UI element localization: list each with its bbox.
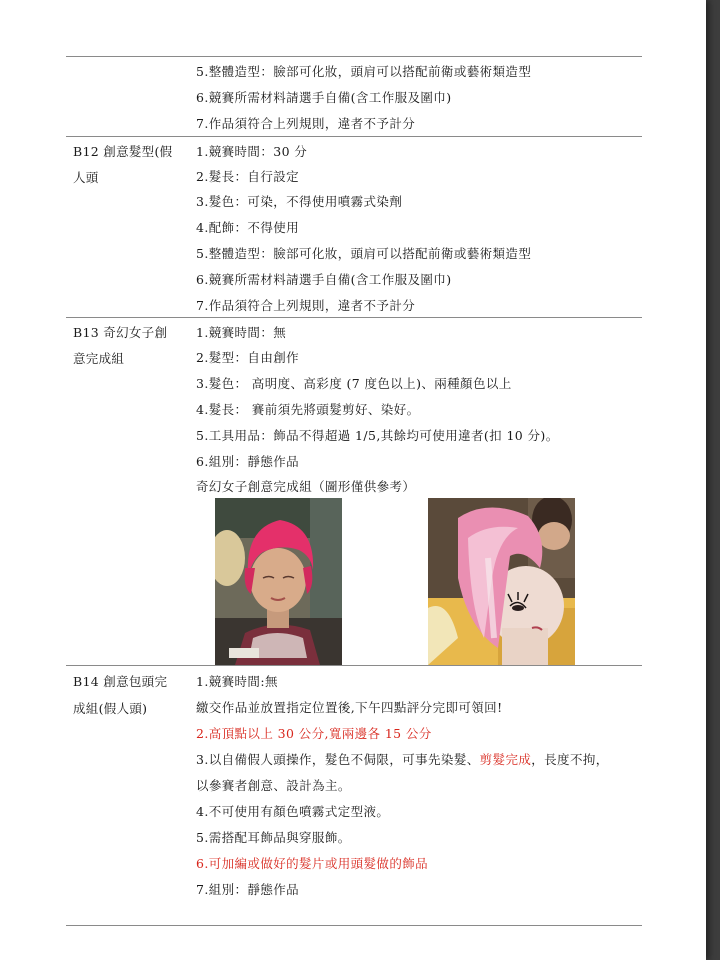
b14-item-3 — [196, 750, 609, 770]
b13-item: 3.髮色： 高明度、高彩度 (7 度色以上)、兩種顏色以上 — [196, 376, 512, 391]
b13-item: 1.競賽時間：無 — [196, 325, 287, 340]
b12-label-line1: B12 創意髮型(假 — [73, 144, 173, 159]
rule-line: 5.整體造型：臉部可化妝，頭肩可以搭配前衛或藝術類造型 — [196, 64, 532, 79]
b13-item: 4.髮長： 賽前須先將頭髮剪好、染好。 — [196, 402, 420, 417]
b12-item: 5.整體造型：臉部可化妝，頭肩可以搭配前衛或藝術類造型 — [196, 246, 532, 261]
b12-item: 7.作品須符合上列規則，違者不予計分 — [196, 298, 416, 313]
table-rule-b14 — [66, 665, 642, 666]
b14-item-6 — [196, 854, 428, 874]
b13-label-line1: B13 奇幻女子創 — [73, 325, 168, 340]
b13-item: 2.髮型：自由創作 — [196, 350, 300, 365]
b12-item: 1.競賽時間：30 分 — [196, 144, 308, 159]
b12-item: 2.髮長：自行設定 — [196, 169, 300, 184]
b13-item: 6.組別：靜態作品 — [196, 454, 300, 469]
b14-item-3-text-end: ，長度不拘， — [531, 752, 609, 767]
b14-item-3-text: 3.以自備假人頭操作，髮色不侷限，可事先染髮、 — [196, 752, 480, 767]
b12-label-line2: 人頭 — [73, 170, 99, 185]
photo-long-pink-hair-image — [428, 498, 575, 665]
b14-item-3-continued: 以參賽者創意、設計為主。 — [196, 778, 351, 793]
table-rule-b12 — [66, 136, 642, 137]
b12-item: 3.髮色：可染，不得使用噴霧式染劑 — [196, 194, 403, 209]
b12-item: 4.配飾：不得使用 — [196, 220, 300, 235]
rule-line: 7.作品須符合上列規則，違者不予計分 — [196, 116, 416, 131]
b14-item-1: 1.競賽時間:無 — [196, 674, 278, 689]
rule-line: 6.競賽所需材料請選手自備(含工作服及圍巾) — [196, 90, 452, 105]
table-rule-b13 — [66, 317, 642, 318]
b14-item-7: 7.組別：靜態作品 — [196, 882, 300, 897]
b14-item-5: 5.需搭配耳飾品與穿服飾。 — [196, 830, 351, 845]
table-rule-top — [66, 56, 642, 57]
b13-item: 5.工具用品：飾品不得超過 1/5,其餘均可使用違者(扣 10 分)。 — [196, 428, 559, 443]
b14-item-6-number: 6. — [196, 856, 209, 871]
b14-item-3-highlight: 剪髮完成 — [479, 752, 532, 767]
reference-photo-long-pink-hair — [428, 498, 575, 665]
b14-label-line2: 成組(假人頭) — [73, 701, 148, 716]
b14-label-line1: B14 創意包頭完 — [73, 674, 168, 689]
b14-item-4: 4.不可使用有顏色噴霧式定型液。 — [196, 804, 390, 819]
b14-item-6-highlight: 可加編或做好的髮片或用頭髮做的飾品 — [208, 856, 429, 871]
b13-label-line2: 意完成組 — [73, 351, 125, 366]
b14-item-1-continued: 繳交作品並放置指定位置後,下午四點評分完即可領回! — [196, 700, 503, 715]
photo-short-pink-hair-image — [215, 498, 342, 665]
reference-photo-short-pink-hair — [215, 498, 342, 665]
table-rule-bottom — [66, 925, 642, 926]
b12-item: 6.競賽所需材料請選手自備(含工作服及圍巾) — [196, 272, 452, 287]
b14-item-2: 2.高頂點以上 30 公分,寬兩邊各 15 公分 — [196, 726, 432, 741]
photo-caption: 奇幻女子創意完成組（圖形僅供參考） — [196, 479, 416, 494]
